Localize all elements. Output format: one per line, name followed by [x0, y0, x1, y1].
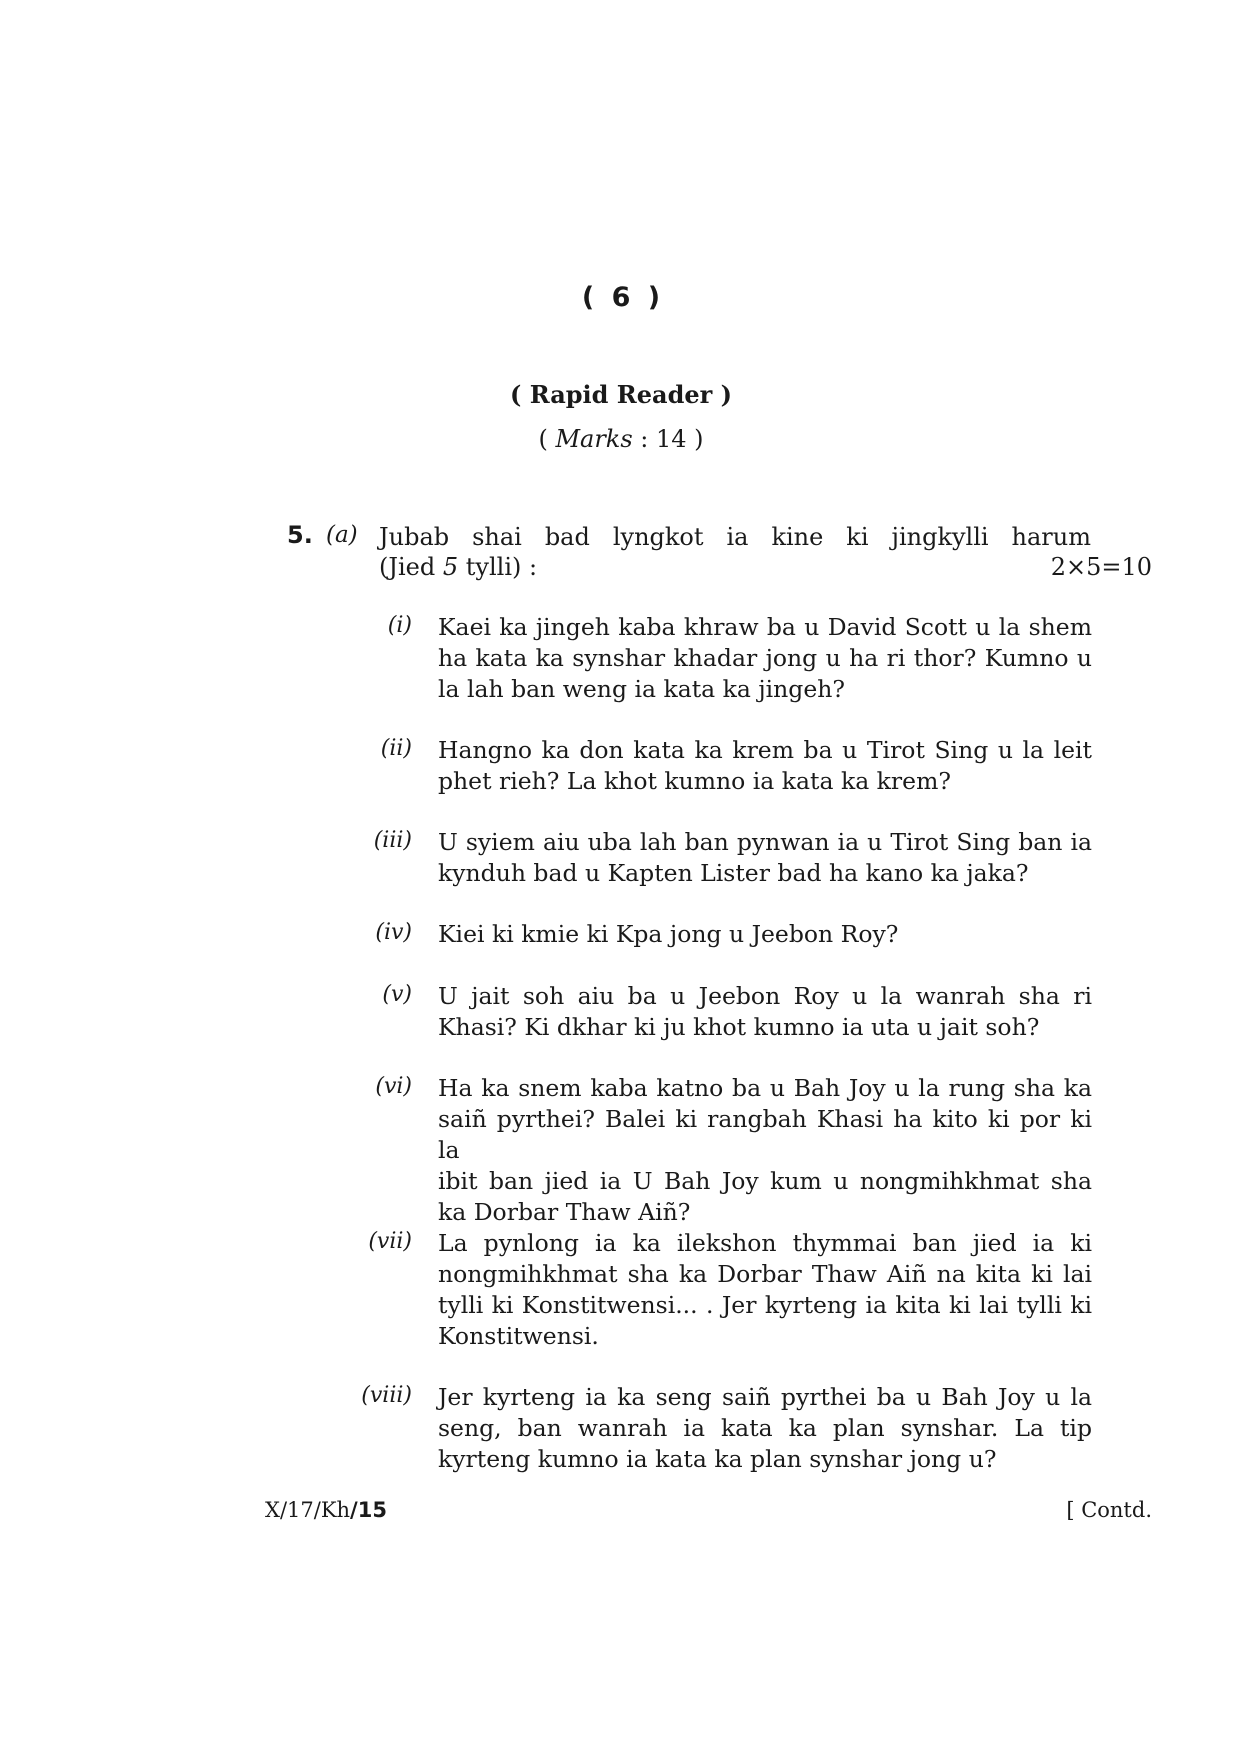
sub-question-line: Kiei ki kmie ki Kpa jong u Jeebon Roy?	[438, 920, 899, 948]
sub-question-text	[438, 981, 1092, 1043]
sub-question-label: (ii)	[380, 736, 412, 761]
sub-question-line: La pynlong ia ka ilekshon thymmai ban jied ia ki	[438, 1229, 1092, 1257]
sub-question-line: ibit ban jied ia U Bah Joy kum u nongmihkhmat sha	[438, 1167, 1092, 1195]
sub-question-text	[438, 919, 1092, 950]
sub-question-text	[438, 827, 1092, 889]
question-part: (a)	[326, 522, 358, 548]
sub-question-line: Jer kyrteng ia ka seng saiñ pyrthei ba u Bah Joy u la	[438, 1383, 1092, 1411]
sub-question-line: tylli ki Konstitwensi... . Jer kyrteng ia kita ki lai tylli ki	[438, 1291, 1092, 1319]
section-marks: ( Marks : 14 )	[538, 425, 704, 453]
sub-question-line: ka Dorbar Thaw Aiñ?	[438, 1198, 691, 1226]
sub-question-text	[438, 612, 1092, 705]
sub-question-line: Ha ka snem kaba katno ba u Bah Joy u la rung sha ka	[438, 1074, 1092, 1102]
sub-question-text	[438, 1228, 1092, 1352]
sub-question-line: Khasi? Ki dkhar ki ju khot kumno ia uta u jait soh?	[438, 1013, 1040, 1041]
marks-label: Marks	[555, 425, 633, 453]
sub-question-text	[438, 735, 1092, 797]
sub-question-label: (i)	[387, 613, 412, 638]
sub-question-line: phet rieh? La khot kumno ia kata ka krem?	[438, 767, 951, 795]
sub-question-line: Kaei ka jingeh kaba khraw ba u David Scott u la shem	[438, 613, 1092, 641]
sub-question-line: Hangno ka don kata ka krem ba u Tirot Sing u la leit	[438, 736, 1092, 764]
sub-question-label: (vii)	[368, 1229, 412, 1254]
sub-question-label: (vi)	[375, 1074, 412, 1099]
sub-question-text	[438, 1382, 1092, 1475]
sub-question-line: kynduh bad u Kapten Lister bad ha kano ka jaka?	[438, 859, 1029, 887]
section-title: ( Rapid Reader )	[510, 380, 732, 409]
sub-question-label: (v)	[382, 982, 412, 1007]
sub-question-line: U jait soh aiu ba u Jeebon Roy u la wanrah sha ri	[438, 982, 1092, 1010]
sub-question-line: seng, ban wanrah ia kata ka plan synshar. La tip	[438, 1414, 1092, 1442]
sub-question-line: kyrteng kumno ia kata ka plan synshar jong u?	[438, 1445, 997, 1473]
continued-marker: [ Contd.	[1066, 1498, 1152, 1522]
sub-question-line: saiñ pyrthei? Balei ki rangbah Khasi ha kito ki por ki la	[438, 1105, 1092, 1164]
sub-question-line: ha kata ka synshar khadar jong u ha ri thor? Kumno u	[438, 644, 1092, 672]
paper-code: X/17/Kh/15	[265, 1498, 387, 1522]
question-instruction-choice: (Jied 5 tylli) :	[379, 553, 538, 581]
question-number: 5.	[287, 521, 313, 549]
sub-question-line: U syiem aiu uba lah ban pynwan ia u Tirot Sing ban ia	[438, 828, 1092, 856]
sub-question-line: Konstitwensi.	[438, 1322, 599, 1350]
question-marks: 2×5=10	[1050, 553, 1152, 581]
sub-question-label: (iii)	[373, 828, 412, 853]
page-number: ( 6 )	[581, 282, 661, 313]
question-instruction: Jubab shai bad lyngkot ia kine ki jingkylli harum	[379, 523, 1091, 551]
sub-question-label: (iv)	[375, 920, 412, 945]
sub-question-text	[438, 1073, 1092, 1228]
sub-question-line: la lah ban weng ia kata ka jingeh?	[438, 675, 845, 703]
sub-question-line: nongmihkhmat sha ka Dorbar Thaw Aiñ na kita ki lai	[438, 1260, 1092, 1288]
sub-question-label: (viii)	[361, 1383, 412, 1408]
